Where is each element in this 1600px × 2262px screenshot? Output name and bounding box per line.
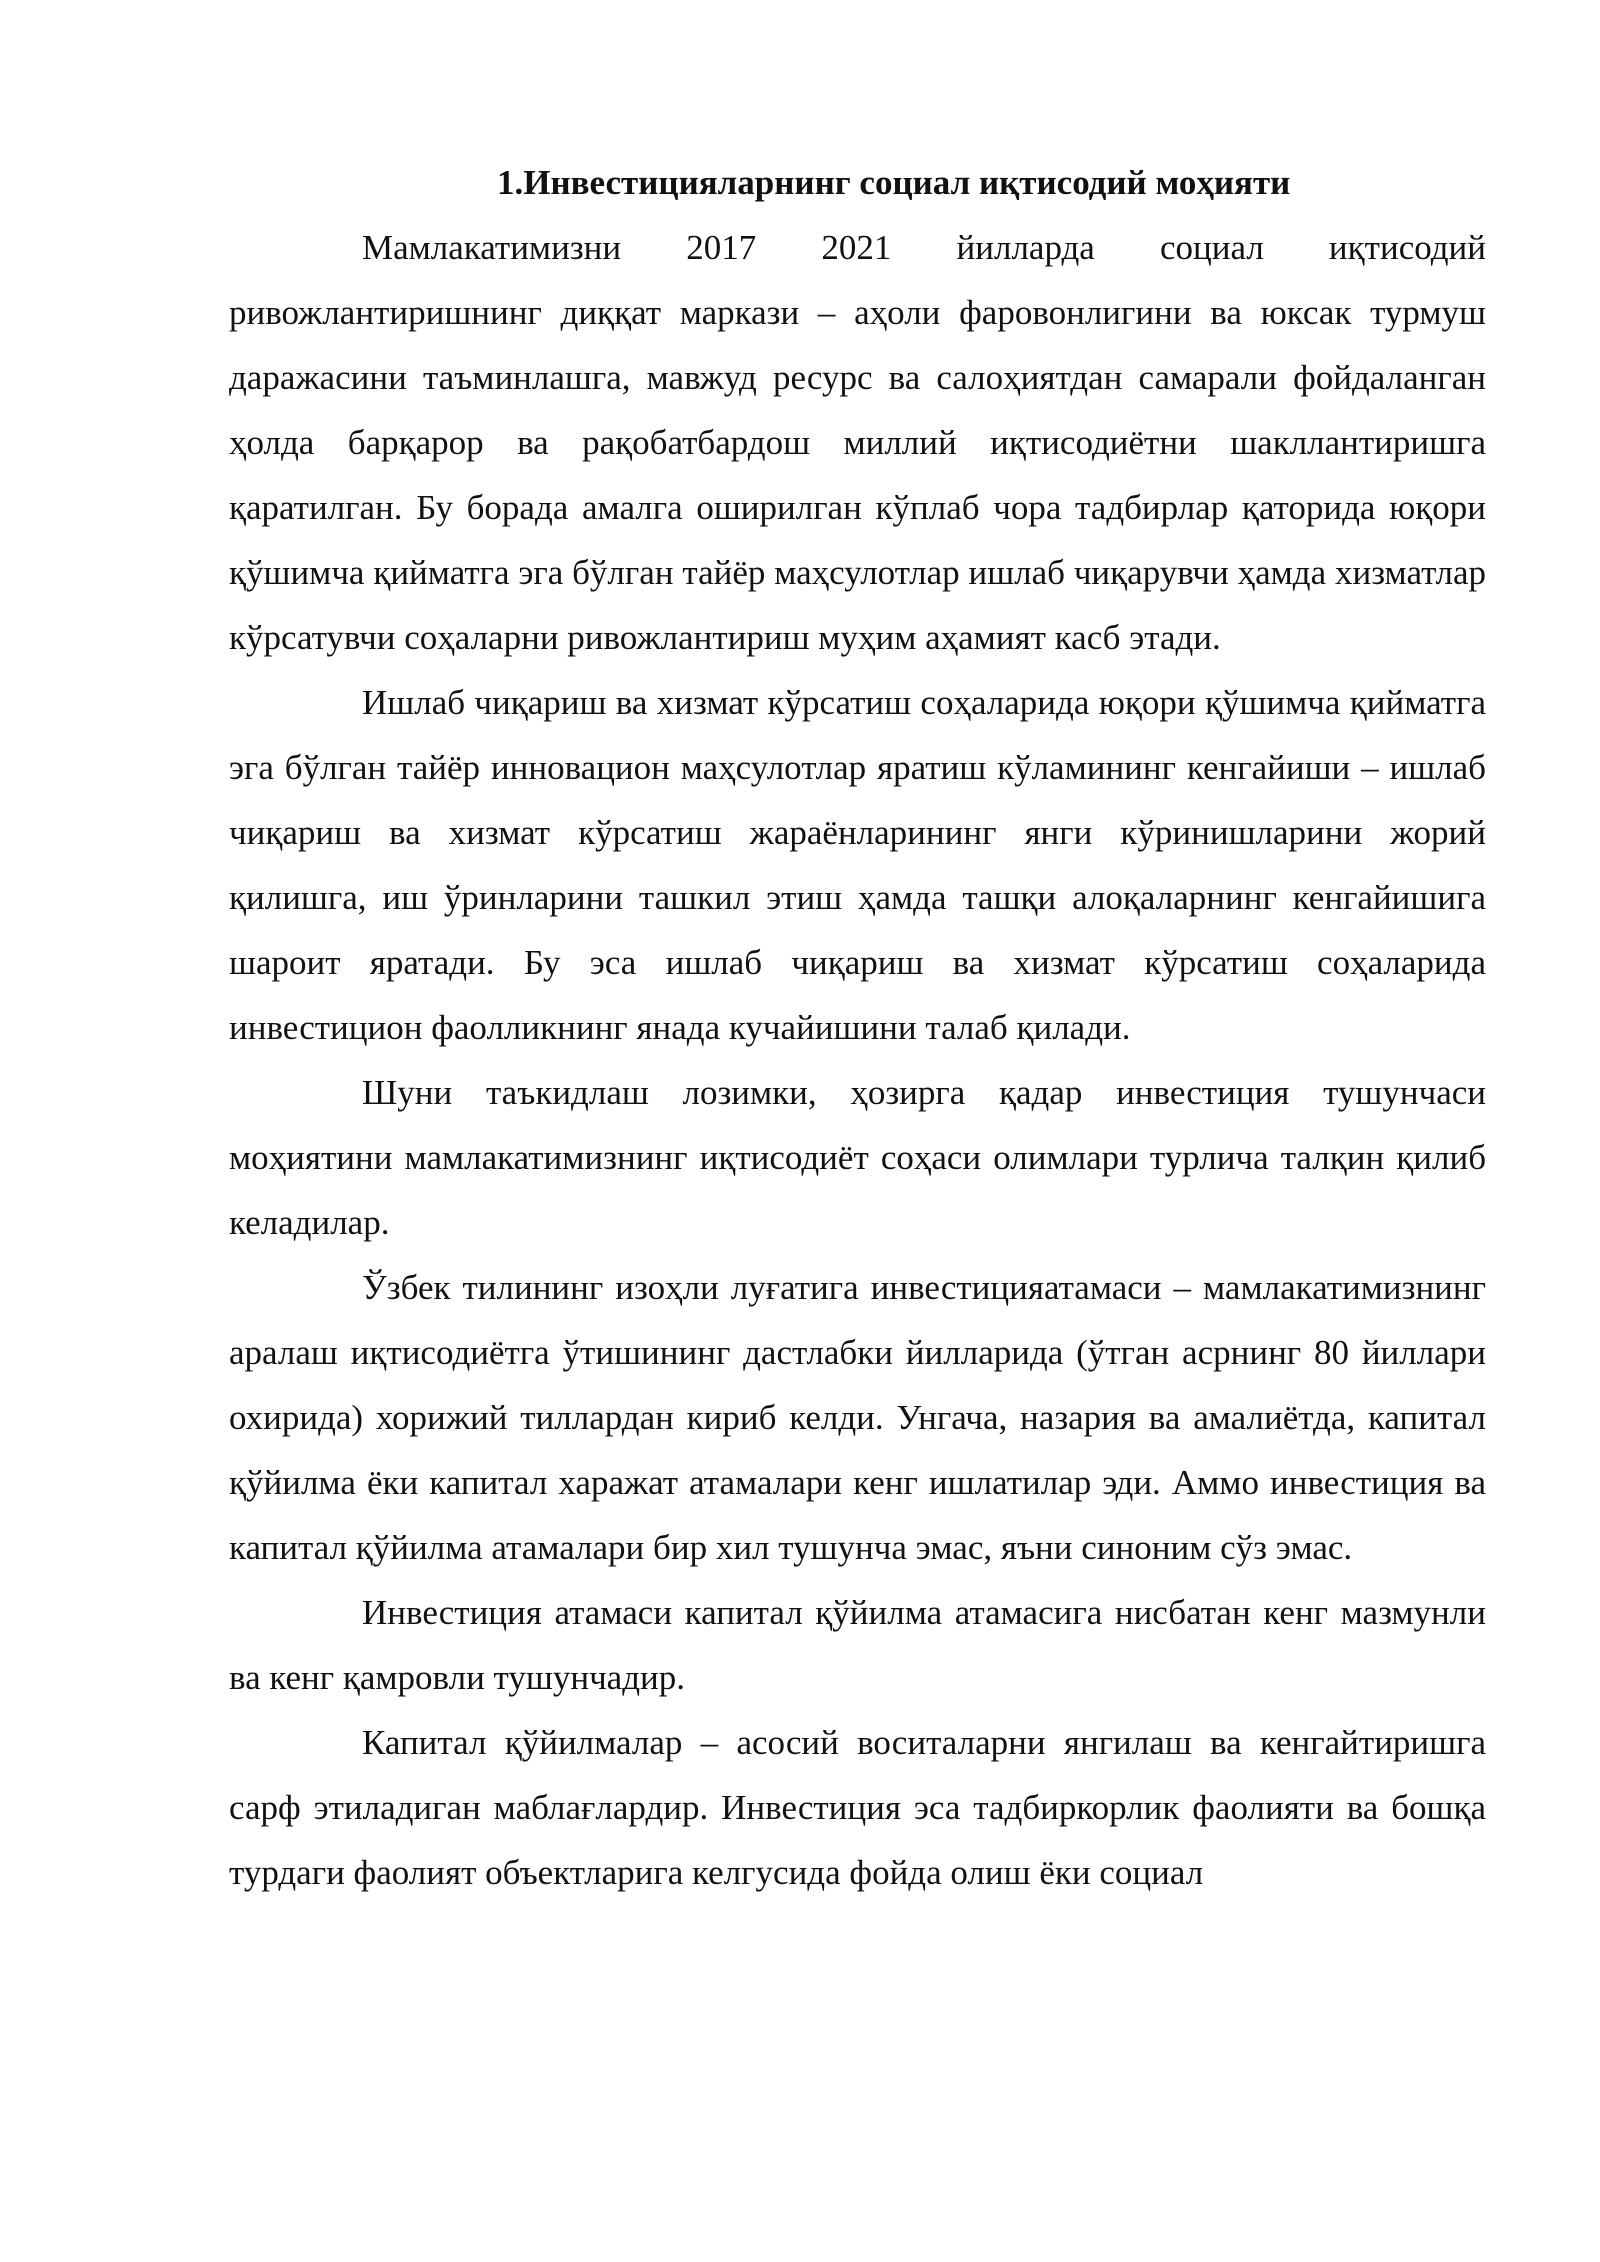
section-title: 1.Инвестицияларнинг социал иқтисодий моҳияти bbox=[497, 163, 1291, 202]
paragraph: Инвестиция атамаси капитал қўйилма атамасига нисбатан кенг мазмунли ва кенг қамровли тушунчадир. bbox=[229, 1593, 1486, 1697]
document-body bbox=[229, 150, 1486, 1905]
paragraph: Капитал қўйилмалар – асосий воситаларни янгилаш ва кенгайтиришга сарф этиладиган маблағлардир. Инвестиция эса тадбиркорлик фаолияти ва бошқа турдаги фаолият объектларига келгусида фойда олиш ёки социал bbox=[229, 1723, 1486, 1892]
paragraph: Ўзбек тилининг изоҳли луғатига инвестицияатамаси – мамлакатимизнинг аралаш иқтисодиётга ўтишининг дастлабки йилларида (ўтган асрнинг 80 йиллари охирида) хорижий тиллардан кириб келди. Унгача, назария ва амалиётда, капитал қўйилма ёки капитал харажат атамалари кенг ишлатилар эди. Аммо инвестиция ва капитал қўйилма атамалари бир хил тушунча эмас, яъни синоним сўз эмас. bbox=[229, 1268, 1486, 1567]
paragraph: Шуни таъкидлаш лозимки, ҳозирга қадар инвестиция тушунчаси моҳиятини мамлакатимизнинг иқтисодиёт соҳаси олимлари турлича талқин қилиб келадилар. bbox=[229, 1073, 1486, 1242]
paragraph: Мамлакатимизни 2017 2021 йилларда социал иқтисодий ривожлантиришнинг диққат маркази – аҳоли фаровонлигини ва юксак турмуш даражасини таъминлашга, мавжуд ресурс ва салоҳиятдан самарали фойдаланган ҳолда барқарор ва рақобатбардош миллий иқтисодиётни шакллантиришга қаратилган. Бу борада амалга оширилган кўплаб чора тадбирлар қаторида юқори қўшимча қийматга эга бўлган тайёр маҳсулотлар ишлаб чиқарувчи ҳамда хизматлар кўрсатувчи соҳаларни ривожлантириш муҳим аҳамият касб этади. bbox=[229, 228, 1486, 657]
paragraph: Ишлаб чиқариш ва хизмат кўрсатиш соҳаларида юқори қўшимча қийматга эга бўлган тайёр инновацион маҳсулотлар яратиш кўламининг кенгайиши – ишлаб чиқариш ва хизмат кўрсатиш жараёнларининг янги кўринишларини жорий қилишга, иш ўринларини ташкил этиш ҳамда ташқи алоқаларнинг кенгайишига шароит яратади. Бу эса ишлаб чиқариш ва хизмат кўрсатиш соҳаларида инвестицион фаолликнинг янада кучайишини талаб қилади. bbox=[229, 683, 1486, 1047]
